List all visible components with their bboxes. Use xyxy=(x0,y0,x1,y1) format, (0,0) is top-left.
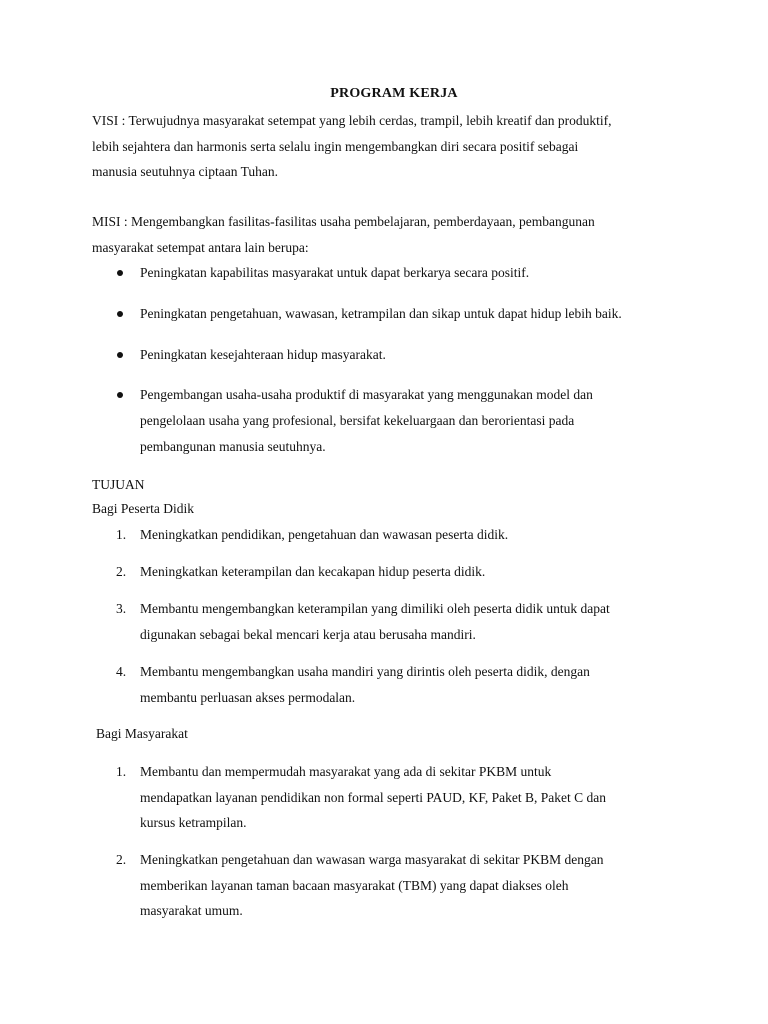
list-number: 2. xyxy=(116,564,127,579)
list-item-text: Meningkatkan keterampilan dan kecakapan hidup peserta didik. xyxy=(140,564,486,579)
list-item-text: memberikan layanan taman bacaan masyarakat (TBM) yang dapat diakses oleh xyxy=(140,878,569,893)
bullet-icon xyxy=(117,270,123,276)
bullet-icon xyxy=(117,352,123,358)
misi-bullet-text: Peningkatan kapabilitas masyarakat untuk dapat berkarya secara positif. xyxy=(140,265,530,280)
visi-line: manusia seutuhnya ciptaan Tuhan. xyxy=(92,164,278,179)
list-number: 1. xyxy=(116,764,127,779)
misi-bullet-text: Peningkatan kesejahteraan hidup masyarakat. xyxy=(140,347,386,362)
masyarakat-heading: Bagi Masyarakat xyxy=(96,726,188,741)
list-number: 3. xyxy=(116,601,127,616)
list-number: 4. xyxy=(116,664,127,679)
list-item-text: Membantu mengembangkan usaha mandiri yang dirintis oleh peserta didik, dengan xyxy=(140,664,590,679)
misi-line: masyarakat setempat antara lain berupa: xyxy=(92,240,309,255)
list-item-text: Meningkatkan pengetahuan dan wawasan warga masyarakat di sekitar PKBM dengan xyxy=(140,852,604,867)
list-item-text: digunakan sebagai bekal mencari kerja atau berusaha mandiri. xyxy=(140,627,476,642)
list-number: 2. xyxy=(116,852,127,867)
misi-bullet-text: Peningkatan pengetahuan, wawasan, ketrampilan dan sikap untuk dapat hidup lebih baik. xyxy=(140,306,622,321)
misi-bullet-text: pengelolaan usaha yang profesional, bersifat kekeluargaan dan berorientasi pada xyxy=(140,413,575,428)
document-title: PROGRAM KERJA xyxy=(330,86,458,101)
list-item-text: mendapatkan layanan pendidikan non formal seperti PAUD, KF, Paket B, Paket C dan xyxy=(140,790,606,805)
tujuan-heading: TUJUAN xyxy=(92,477,145,492)
misi-bullet-text: pembangunan manusia seutuhnya. xyxy=(140,439,326,454)
bullet-icon xyxy=(117,311,123,317)
list-number: 1. xyxy=(116,527,127,542)
list-item-text: Meningkatkan pendidikan, pengetahuan dan wawasan peserta didik. xyxy=(140,527,509,542)
list-item-text: membantu perluasan akses permodalan. xyxy=(140,690,356,705)
list-item-text: masyarakat umum. xyxy=(140,903,243,918)
list-item-text: kursus ketrampilan. xyxy=(140,815,247,830)
list-item-text: Membantu mengembangkan keterampilan yang dimiliki oleh peserta didik untuk dapat xyxy=(140,601,610,616)
list-item-text: Membantu dan mempermudah masyarakat yang ada di sekitar PKBM untuk xyxy=(140,764,552,779)
peserta-didik-heading: Bagi Peserta Didik xyxy=(92,501,194,516)
misi-bullet-text: Pengembangan usaha-usaha produktif di masyarakat yang menggunakan model dan xyxy=(140,387,593,402)
visi-line: lebih sejahtera dan harmonis serta selalu ingin mengembangkan diri secara positif sebagai xyxy=(92,139,579,154)
misi-line: MISI : Mengembangkan fasilitas-fasilitas usaha pembelajaran, pemberdayaan, pembangunan xyxy=(92,214,595,229)
visi-line: VISI : Terwujudnya masyarakat setempat yang lebih cerdas, trampil, lebih kreatif dan produktif, xyxy=(92,113,612,128)
bullet-icon xyxy=(117,392,123,398)
